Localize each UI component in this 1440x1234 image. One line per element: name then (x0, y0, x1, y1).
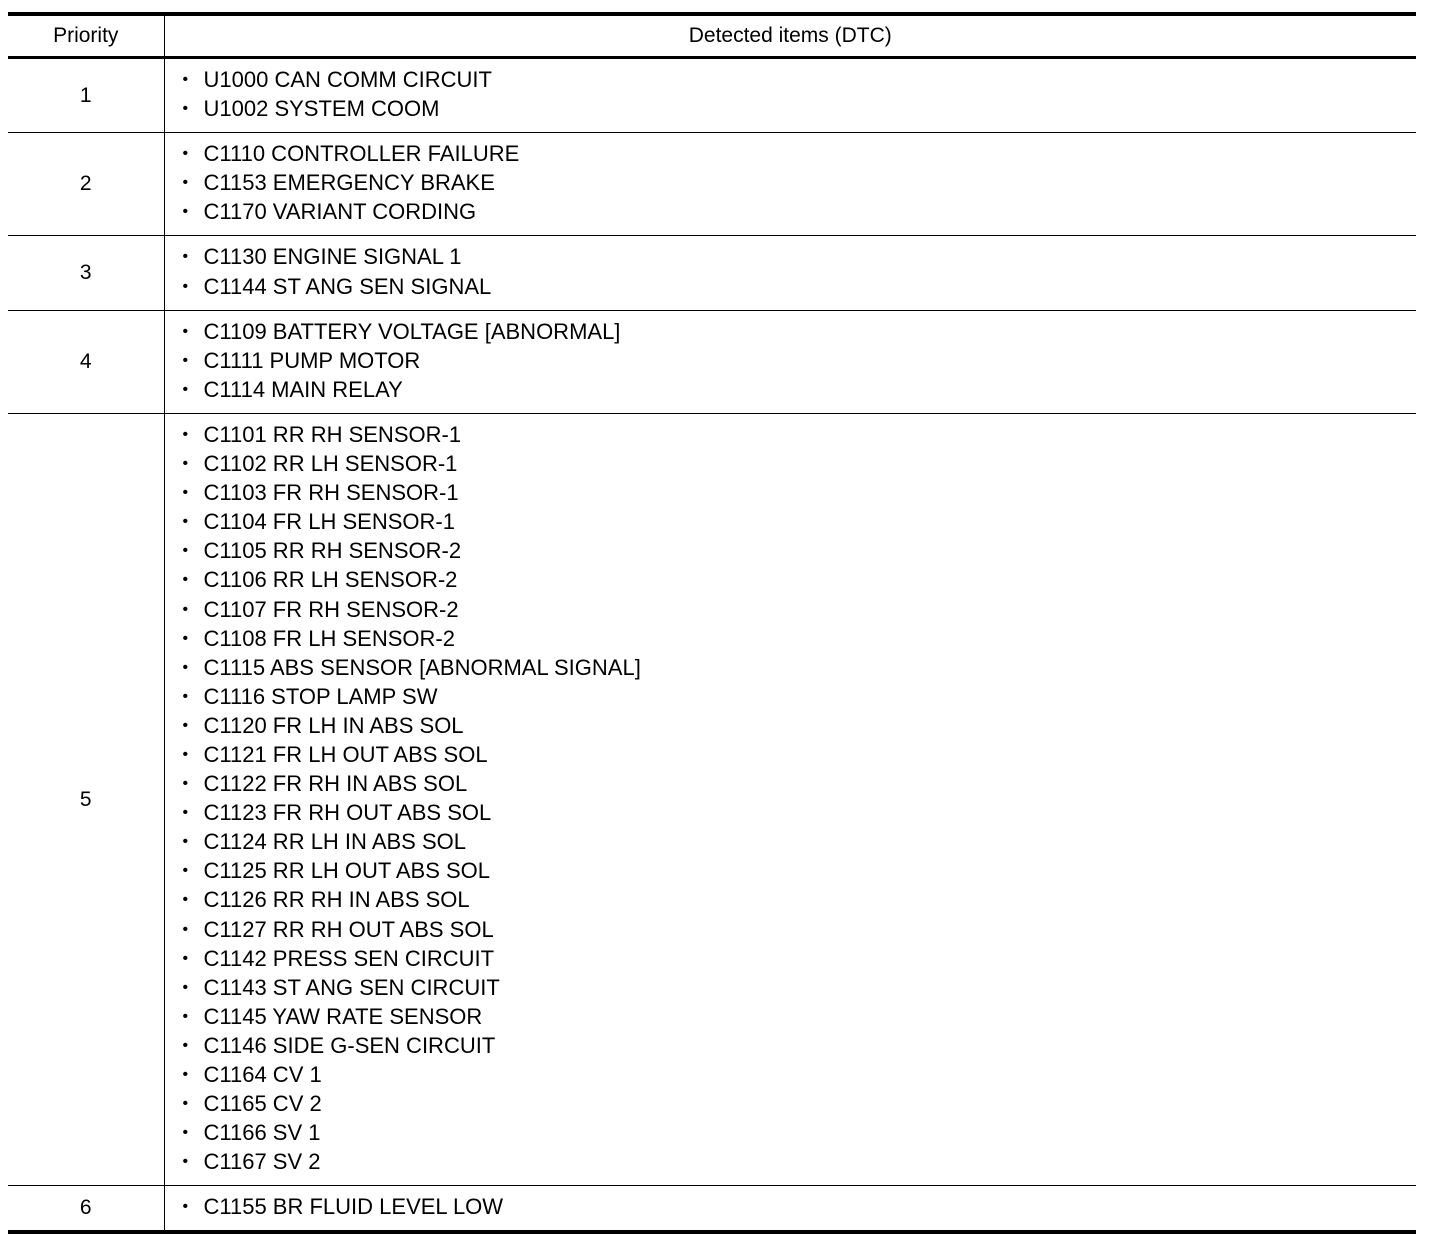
dtc-list (183, 1192, 1417, 1221)
table-row-priority-1 (8, 58, 1416, 133)
dtc-list-item: • C1126 RR RH IN ABS SOL (183, 885, 1417, 914)
dtc-list (183, 242, 1417, 300)
dtc-list-item: • C1155 BR FLUID LEVEL LOW (183, 1192, 1417, 1221)
dtc-list-item: • C1103 FR RH SENSOR-1 (183, 478, 1417, 507)
dtc-list-item: • C1121 FR LH OUT ABS SOL (183, 740, 1417, 769)
header-row (8, 14, 1416, 58)
detected-items-cell (164, 58, 1416, 133)
dtc-priority-table (8, 12, 1416, 1234)
dtc-list-item: • C1127 RR RH OUT ABS SOL (183, 915, 1417, 944)
dtc-list-item: • C1107 FR RH SENSOR-2 (183, 595, 1417, 624)
detected-items-column-header: Detected items (DTC) (164, 14, 1416, 58)
dtc-list-item: • C1144 ST ANG SEN SIGNAL (183, 272, 1417, 301)
table-row-priority-3 (8, 236, 1416, 310)
dtc-list-item: • C1105 RR RH SENSOR-2 (183, 536, 1417, 565)
dtc-list-item: • C1124 RR LH IN ABS SOL (183, 827, 1417, 856)
dtc-list-item: • C1102 RR LH SENSOR-1 (183, 449, 1417, 478)
dtc-list (183, 65, 1417, 123)
dtc-list-item: • U1000 CAN COMM CIRCUIT (183, 65, 1417, 94)
priority-cell: 1 (8, 58, 164, 133)
dtc-list-item: • C1165 CV 2 (183, 1089, 1417, 1118)
table-header (8, 14, 1416, 58)
priority-cell: 2 (8, 133, 164, 236)
priority-cell: 3 (8, 236, 164, 310)
dtc-list-item: • C1122 FR RH IN ABS SOL (183, 769, 1417, 798)
detected-items-cell (164, 310, 1416, 413)
dtc-list-item: • C1109 BATTERY VOLTAGE [ABNORMAL] (183, 317, 1417, 346)
dtc-list-item: • C1104 FR LH SENSOR-1 (183, 507, 1417, 536)
dtc-list-item: • C1142 PRESS SEN CIRCUIT (183, 944, 1417, 973)
priority-column-header: Priority (8, 14, 164, 58)
dtc-list-item: • C1123 FR RH OUT ABS SOL (183, 798, 1417, 827)
dtc-list-item: • C1114 MAIN RELAY (183, 375, 1417, 404)
dtc-list (183, 139, 1417, 226)
table-row-priority-2 (8, 133, 1416, 236)
table-row-priority-4 (8, 310, 1416, 413)
dtc-list-item: • C1166 SV 1 (183, 1118, 1417, 1147)
dtc-list-item: • C1106 RR LH SENSOR-2 (183, 565, 1417, 594)
dtc-list-item: • C1120 FR LH IN ABS SOL (183, 711, 1417, 740)
dtc-list-item: • C1108 FR LH SENSOR-2 (183, 624, 1417, 653)
dtc-list (183, 420, 1417, 1176)
dtc-list-item: • C1115 ABS SENSOR [ABNORMAL SIGNAL] (183, 653, 1417, 682)
table-body (8, 58, 1416, 1233)
dtc-list-item: • C1110 CONTROLLER FAILURE (183, 139, 1417, 168)
dtc-list-item: • C1153 EMERGENCY BRAKE (183, 168, 1417, 197)
dtc-list-item: • C1170 VARIANT CORDING (183, 197, 1417, 226)
priority-cell: 6 (8, 1186, 164, 1233)
dtc-list-item: • C1146 SIDE G-SEN CIRCUIT (183, 1031, 1417, 1060)
dtc-list-item: • C1125 RR LH OUT ABS SOL (183, 856, 1417, 885)
table-row-priority-5 (8, 413, 1416, 1185)
detected-items-cell (164, 413, 1416, 1185)
dtc-list (183, 317, 1417, 404)
priority-cell: 5 (8, 413, 164, 1185)
detected-items-cell (164, 1186, 1416, 1233)
dtc-list-item: • C1130 ENGINE SIGNAL 1 (183, 242, 1417, 271)
dtc-list-item: • U1002 SYSTEM COOM (183, 94, 1417, 123)
detected-items-cell (164, 236, 1416, 310)
dtc-list-item: • C1164 CV 1 (183, 1060, 1417, 1089)
dtc-list-item: • C1143 ST ANG SEN CIRCUIT (183, 973, 1417, 1002)
dtc-list-item: • C1145 YAW RATE SENSOR (183, 1002, 1417, 1031)
dtc-list-item: • C1111 PUMP MOTOR (183, 346, 1417, 375)
table-row-priority-6 (8, 1186, 1416, 1233)
priority-cell: 4 (8, 310, 164, 413)
dtc-list-item: • C1116 STOP LAMP SW (183, 682, 1417, 711)
dtc-list-item: • C1101 RR RH SENSOR-1 (183, 420, 1417, 449)
dtc-list-item: • C1167 SV 2 (183, 1147, 1417, 1176)
detected-items-cell (164, 133, 1416, 236)
